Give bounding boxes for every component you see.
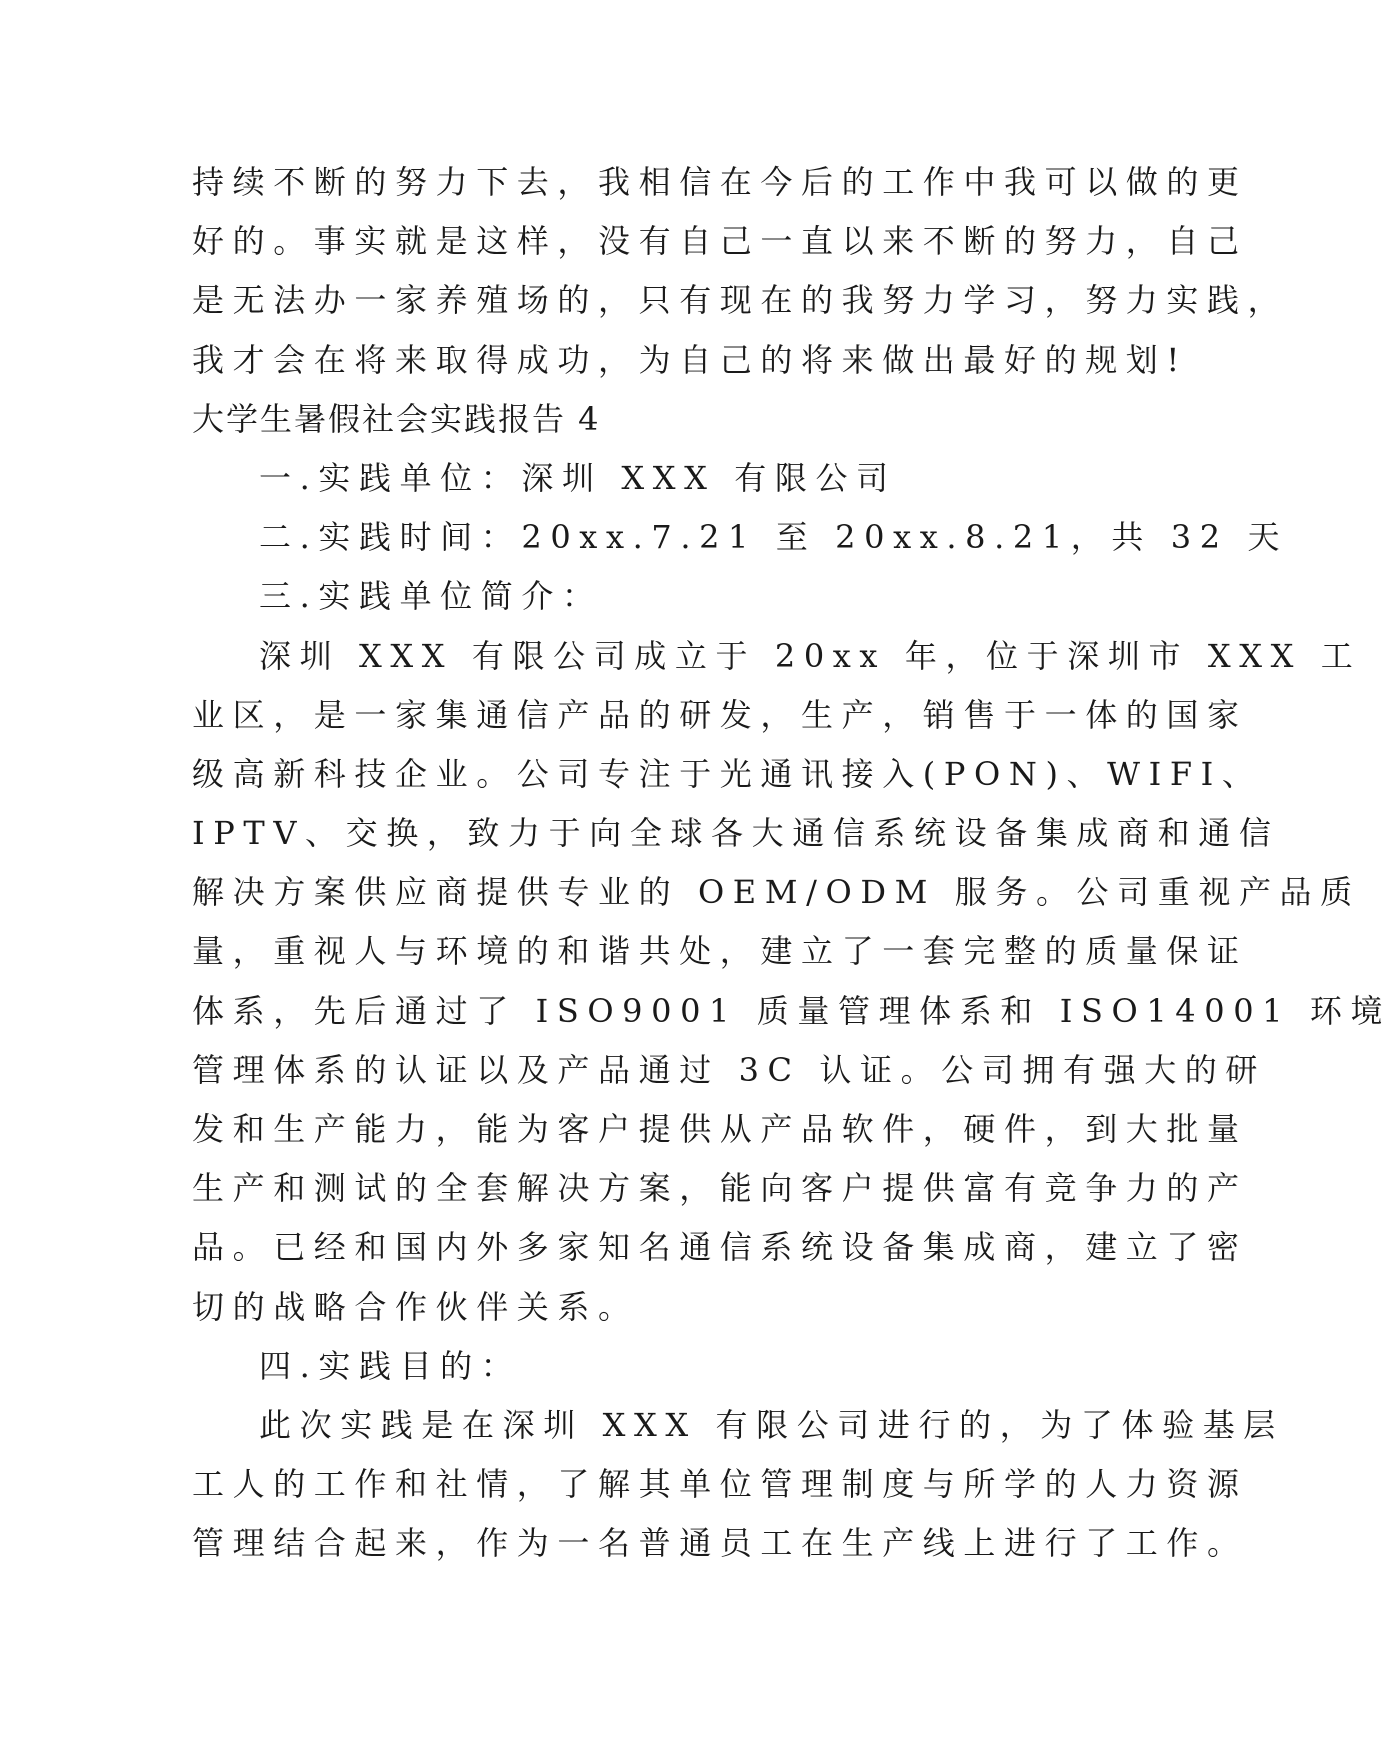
text-line: 三.实践单位简介：: [259, 577, 603, 616]
document-body: [192, 153, 1391, 1574]
text-line: 发和生产能力，能为客户提供从产品软件，硬件，到大批量: [192, 1110, 1248, 1148]
text-line: 四.实践目的：: [259, 1346, 522, 1385]
text-line: 级高新科技企业。公司专注于光通讯接入(PON)、WIFI、: [192, 754, 1263, 793]
text-line: 二.实践时间：20xx.7.21 至 20xx.8.21，共 32 天: [259, 518, 1289, 557]
text-line: 工人的工作和社情，了解其单位管理制度与所学的人力资源: [192, 1465, 1248, 1504]
text-line: 品。已经和国内外多家知名通信系统设备集成商，建立了密: [192, 1228, 1248, 1267]
text-line: 生产和测试的全套解决方案，能向客户提供富有竞争力的产: [192, 1169, 1248, 1208]
text-line: 管理体系的认证以及产品通过 3C 认证。公司拥有强大的研: [192, 1050, 1266, 1089]
text-line: 一.实践单位：深圳 XXX 有限公司: [259, 458, 897, 497]
text-line: 切的战略合作伙伴关系。: [192, 1287, 639, 1326]
section-heading: 大学生暑假社会实践报告 4: [192, 399, 601, 438]
text-line: IPTV、交换，致力于向全球各大通信系统设备集成商和通信: [192, 814, 1280, 853]
text-line: 是无法办一家养殖场的，只有现在的我努力学习，努力实践，: [192, 281, 1289, 320]
text-line: 体系，先后通过了 ISO9001 质量管理体系和 ISO14001 环境: [192, 991, 1391, 1030]
text-line: 持续不断的努力下去，我相信在今后的工作中我可以做的更: [192, 163, 1248, 201]
text-line: 解决方案供应商提供专业的 OEM/ODM 服务。公司重视产品质: [192, 873, 1361, 912]
text-line: 此次实践是在深圳 XXX 有限公司进行的，为了体验基层: [259, 1405, 1284, 1444]
text-line: 我才会在将来取得成功，为自己的将来做出最好的规划!: [192, 340, 1188, 379]
text-line: 管理结合起来，作为一名普通员工在生产线上进行了工作。: [192, 1524, 1248, 1563]
text-line: 量，重视人与环境的和谐共处，建立了一套完整的质量保证: [192, 932, 1248, 971]
text-line: 深圳 XXX 有限公司成立于 20xx 年，位于深圳市 XXX 工: [259, 636, 1362, 675]
text-line: 好的。事实就是这样，没有自己一直以来不断的努力，自己: [192, 222, 1248, 261]
text-line: 业区，是一家集通信产品的研发，生产，销售于一体的国家: [192, 695, 1248, 734]
